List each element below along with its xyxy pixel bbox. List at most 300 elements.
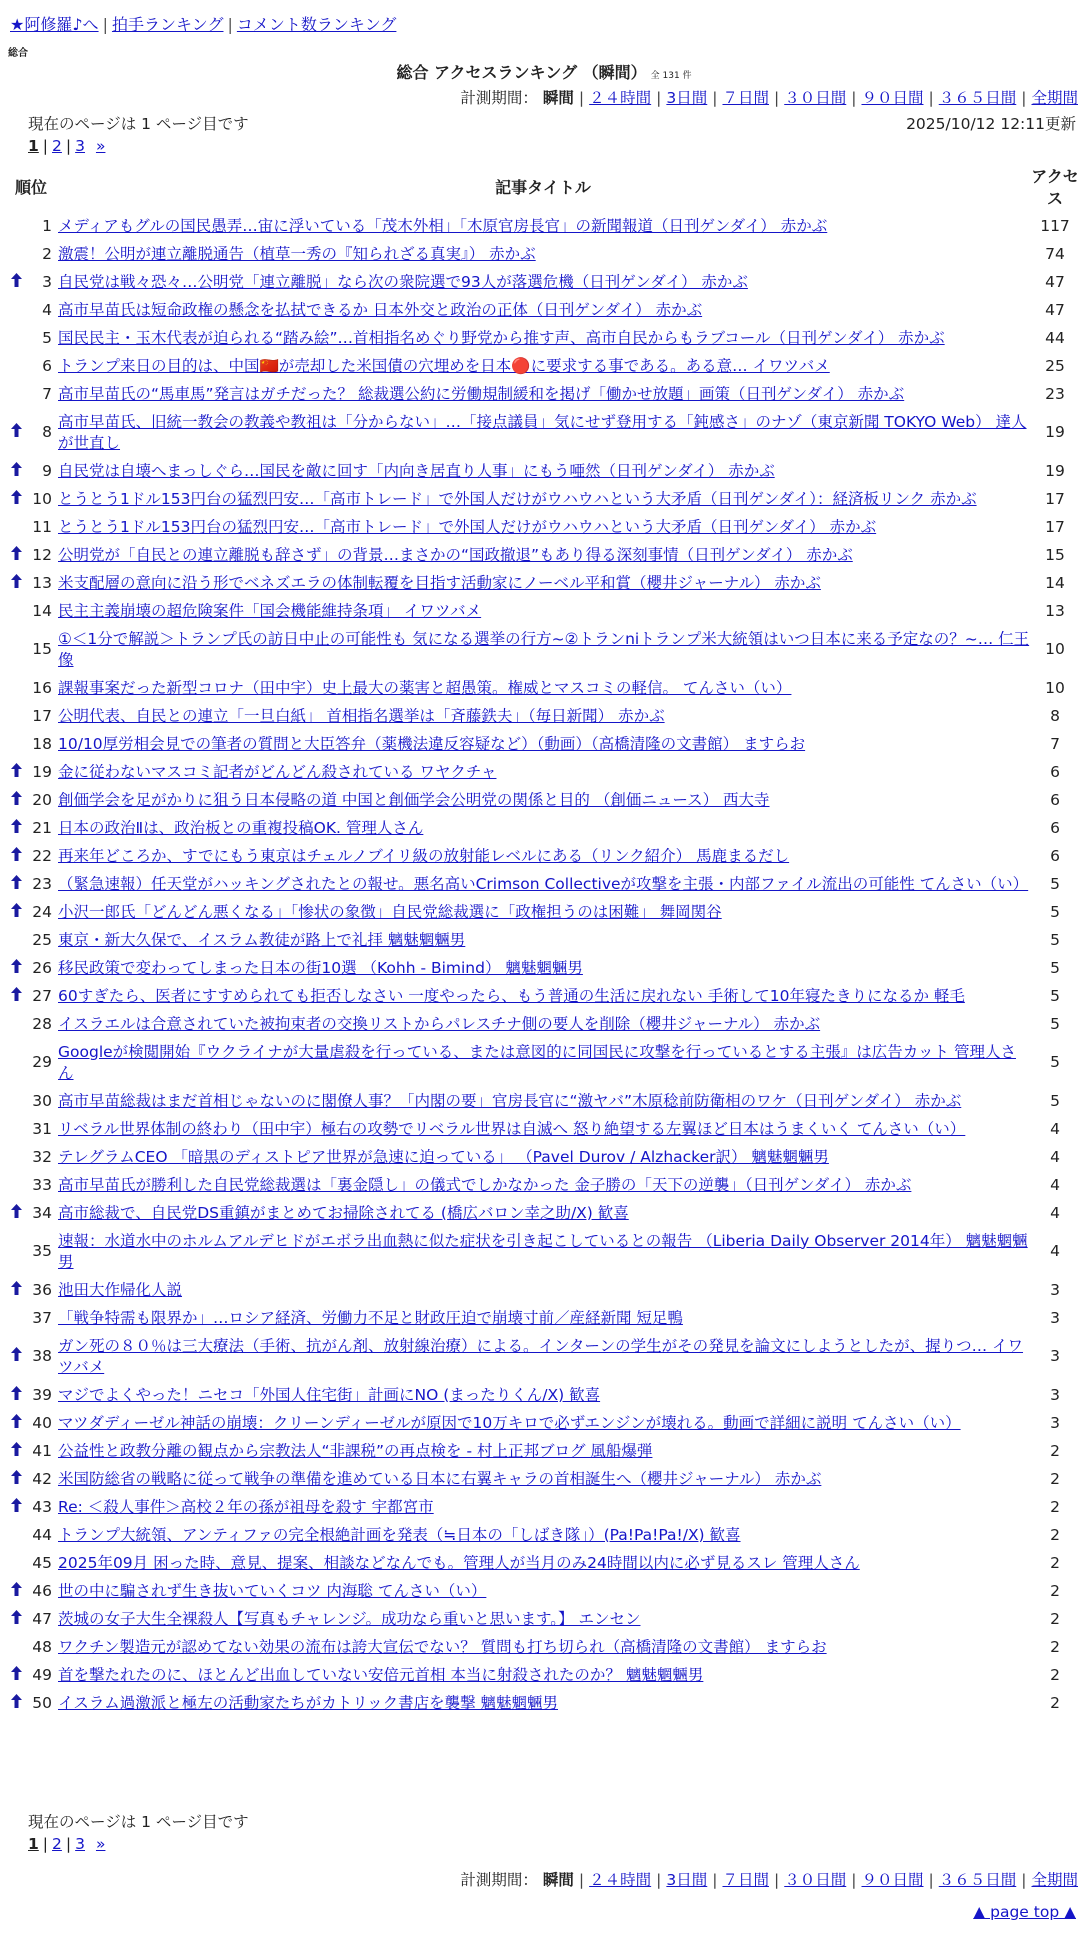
table-row: [6, 1276, 1080, 1304]
pager-current: 1: [28, 1835, 39, 1853]
rank-number: 46: [32, 1581, 52, 1600]
article-link[interactable]: リベラル世界体制の終わり（田中宇）極右の攻勢でリベラル世界は自滅へ 怒り絶望する左翼ほど日本はうまくいく てんさい（い）: [58, 1119, 966, 1138]
table-row: [6, 1577, 1080, 1605]
table-row: [6, 1171, 1080, 1199]
up-arrow-icon: [11, 1694, 22, 1712]
title-cell: [56, 1038, 1030, 1087]
title-cell: [56, 1087, 1030, 1115]
table-row: [6, 814, 1080, 842]
rank-number: 27: [32, 986, 52, 1005]
table-row: [6, 1115, 1080, 1143]
updated-time: 2025/10/12 12:11更新: [906, 115, 1076, 133]
article-link[interactable]: 速報：水道水中のホルムアルデヒドがエボラ出血熱に似た症状を引き起こしているとの報告 （Liberia Daily Observer 2014年） 魑魅魍魎男: [58, 1231, 1028, 1271]
rank-number: 32: [32, 1147, 52, 1166]
rank-number: 7: [42, 384, 52, 403]
rank-number: 9: [42, 461, 52, 480]
article-link[interactable]: Re: ＜殺人事件＞高校２年の孫が祖母を殺す 宇都宮市: [58, 1497, 434, 1516]
applause-ranking-link[interactable]: 拍手ランキング: [111, 15, 224, 34]
ranking-body: [6, 212, 1080, 1717]
table-row: [6, 625, 1080, 674]
article-link[interactable]: マツダディーゼル神話の崩壊：クリーンディーゼルが原因で10万キロで必ずエンジンが壊れる。動画で詳細に説明 てんさい（い）: [58, 1413, 961, 1432]
up-arrow-icon: [11, 1347, 22, 1365]
article-link[interactable]: 民主主義崩壊の超危険案件「国会機能維持条項」 イワツバメ: [58, 601, 482, 620]
table-row: [6, 352, 1080, 380]
page-title: [0, 60, 1088, 83]
table-row: [6, 485, 1080, 513]
access-count: 6: [1050, 846, 1060, 865]
pager-next[interactable]: »: [95, 1835, 106, 1853]
access-count: 5: [1050, 958, 1060, 977]
rank-number: 39: [32, 1385, 52, 1404]
period-option[interactable]: ９０日間: [861, 89, 924, 107]
up-arrow-icon: [11, 987, 22, 1005]
pager-page[interactable]: 3: [75, 1835, 86, 1853]
title-cell: [56, 1276, 1030, 1304]
trend-cell: [6, 982, 26, 1010]
rank-number: 22: [32, 846, 52, 865]
article-link[interactable]: Googleが検閲開始『ウクライナが大量虐殺を行っている、または意図的に同国民に攻撃を行っているとする主張』は広告カット 管理人さん: [58, 1042, 1016, 1082]
article-link[interactable]: ガン死の８０％は三大療法（手術、抗がん剤、放射線治療）による。インターンの学生がその発見を論文にしようとしたが、握りつ… イワツバメ: [58, 1336, 1024, 1376]
trend-cell: [6, 597, 26, 625]
table-row: [6, 1010, 1080, 1038]
access-count: 3: [1050, 1385, 1060, 1404]
article-link[interactable]: メディアもグルの国民愚弄…宙に浮いている「茂木外相」「木原官房長官」の新聞報道（日刊ゲンダイ） 赤かぶ: [58, 216, 828, 235]
access-count: 47: [1045, 300, 1065, 319]
trend-cell: [6, 1115, 26, 1143]
access-count: 6: [1050, 790, 1060, 809]
article-link[interactable]: ワクチン製造元が認めてない効果の流布は誇大宣伝でない？ 質問も打ち切られ（高橋清隆の文書館） ますらお: [58, 1637, 827, 1656]
article-link[interactable]: 金に従わないマスコミ記者がどんどん殺されている ワヤクチャ: [58, 762, 497, 781]
rank-number: 30: [32, 1091, 52, 1110]
pager-page[interactable]: 3: [75, 137, 86, 155]
table-row: [6, 1227, 1080, 1276]
pager-next[interactable]: »: [95, 137, 106, 155]
access-count: 10: [1045, 640, 1065, 658]
table-row: [6, 926, 1080, 954]
rank-number: 31: [32, 1119, 52, 1138]
period-option[interactable]: ３６５日間: [938, 1871, 1017, 1889]
table-row: [6, 296, 1080, 324]
article-link[interactable]: 「戦争特需も限界か」…ロシア経済、労働力不足と財政圧迫で崩壊寸前／産経新聞 短足鴨: [58, 1308, 683, 1327]
trend-cell: [6, 1227, 26, 1276]
trend-cell: [6, 408, 26, 457]
period-option[interactable]: ７日間: [722, 1871, 769, 1889]
table-row: [6, 1143, 1080, 1171]
col-rank: 順位: [14, 178, 47, 197]
table-row: [6, 1661, 1080, 1689]
title-cell: [56, 240, 1030, 268]
article-link[interactable]: 公明代表、自民との連立「一旦白紙」 首相指名選挙は「斉藤鉄夫」（毎日新聞） 赤かぶ: [58, 706, 665, 725]
rank-number: 42: [32, 1469, 52, 1488]
rank-number: 16: [32, 678, 52, 697]
pager-page[interactable]: 2: [52, 137, 62, 155]
up-arrow-icon: [11, 763, 22, 781]
rank-number: 10: [32, 489, 52, 508]
rank-number: 24: [32, 902, 52, 921]
rank-number: 50: [32, 1693, 52, 1712]
article-link[interactable]: 首を撃たれたのに、ほとんど出血していない安倍元首相 本当に射殺されたのか？ 魑魅魍魎男: [58, 1665, 704, 1684]
trend-cell: [6, 702, 26, 730]
access-count: 3: [1050, 1280, 1060, 1299]
trend-cell: [6, 1465, 26, 1493]
rank-number: 8: [42, 423, 52, 441]
rank-number: 45: [32, 1553, 52, 1572]
rank-number: 17: [32, 706, 52, 725]
article-link[interactable]: 高市早苗氏、旧統一教会の教義や教祖は「分からない」…「接点議員」気にせず登用する「鈍感さ」のナゾ（東京新聞 TOKYO Web） 達人が世直し: [58, 412, 1027, 452]
title-cell: [56, 1409, 1030, 1437]
access-count: 2: [1050, 1581, 1060, 1600]
table-row: [6, 982, 1080, 1010]
title-cell: [56, 842, 1030, 870]
title-cell: [56, 1332, 1030, 1381]
trend-cell: [6, 268, 26, 296]
trend-cell: [6, 1437, 26, 1465]
nav-separator: |: [102, 15, 108, 34]
title-cell: [56, 1465, 1030, 1493]
access-count: 23: [1045, 384, 1065, 403]
table-row: [6, 513, 1080, 541]
trend-cell: [6, 485, 26, 513]
table-row: [6, 674, 1080, 702]
comment-ranking-link[interactable]: コメント数ランキング: [236, 15, 397, 34]
article-link[interactable]: 米支配層の意向に沿う形でベネズエラの体制転覆を目指す活動家にノーベル平和賞（櫻井ジャーナル） 赤かぶ: [58, 573, 821, 592]
period-option[interactable]: ７日間: [722, 89, 769, 107]
rank-number: 38: [32, 1347, 52, 1365]
article-link[interactable]: 創価学会を足がかりに狙う日本侵略の道 中国と創価学会公明党の関係と目的 （創価ニュース） 西大寺: [58, 790, 770, 809]
access-count: 10: [1045, 678, 1065, 697]
article-link[interactable]: 公益性と政教分離の観点から宗教法人“非課税”の再点検を - 村上正邦ブログ 風船爆弾: [58, 1441, 653, 1460]
page-top-link[interactable]: ▲ page top ▲: [973, 1903, 1076, 1921]
article-link[interactable]: トランプ来日の目的は、中国🇨🇳が売却した米国債の穴埋めを日本🔴に要求する事である。ある意… イワツバメ: [58, 356, 830, 375]
up-arrow-icon: [11, 423, 22, 441]
period-current: 瞬間: [542, 89, 574, 107]
article-link[interactable]: 茨城の女子大生全裸殺人【写真もチャレンジ。成功なら重いと思います。】 エンセン: [58, 1609, 641, 1628]
up-arrow-icon: [11, 847, 22, 865]
article-link[interactable]: 日本の政治Ⅱは、政治板との重複投稿OK. 管理人さん: [58, 818, 424, 837]
up-arrow-icon: [11, 1281, 22, 1299]
period-option[interactable]: 3日間: [666, 89, 708, 107]
up-arrow-icon: [11, 1610, 22, 1628]
period-label: 計測期間：: [460, 1871, 538, 1889]
table-row: [6, 1332, 1080, 1381]
trend-cell: [6, 569, 26, 597]
title-cell: [56, 457, 1030, 485]
access-count: 47: [1045, 272, 1065, 291]
title-cell: [56, 408, 1030, 457]
rank-number: 19: [32, 762, 52, 781]
access-count: 2: [1050, 1497, 1060, 1516]
trend-cell: [6, 1605, 26, 1633]
table-row: [6, 380, 1080, 408]
article-link[interactable]: 高市早苗総裁はまだ首相じゃないのに閣僚人事？「内閣の要」官房長官に“激ヤバ”木原稔前防衛相のワケ（日刊ゲンダイ） 赤かぶ: [58, 1091, 962, 1110]
article-link[interactable]: 激震！公明が連立離脱通告（植草一秀の『知られざる真実』） 赤かぶ: [58, 244, 536, 263]
rank-number: 21: [32, 818, 52, 837]
article-link[interactable]: 公明党が「自民との連立離脱も辞さず」の背景…まさかの“国政撤退”もあり得る深刻事情（日刊ゲンダイ） 赤かぶ: [58, 545, 853, 564]
rank-number: 23: [32, 874, 52, 893]
article-link[interactable]: 課報事案だった新型コロナ（田中宇）史上最大の薬害と超愚策。権威とマスコミの軽信。 てんさい（い）: [58, 678, 792, 697]
up-arrow-icon: [11, 1498, 22, 1516]
title-cell: [56, 268, 1030, 296]
title-cell: [56, 730, 1030, 758]
period-option[interactable]: ９０日間: [861, 1871, 924, 1889]
up-arrow-icon: [11, 574, 22, 592]
trend-cell: [6, 380, 26, 408]
article-link[interactable]: （緊急速報）任天堂がハッキングされたとの報せ。悪名高いCrimson Collectiveが攻撃を主張・内部ファイル流出の可能性 てんさい（い）: [58, 874, 1029, 893]
rank-number: 11: [32, 517, 52, 536]
trend-cell: [6, 758, 26, 786]
period-option[interactable]: 全期間: [1031, 1871, 1078, 1889]
article-link[interactable]: 自民党は戦々恐々…公明党「連立離脱」なら次の衆院選で93人が落選危機（日刊ゲンダイ） 赤かぶ: [58, 272, 748, 291]
article-link[interactable]: 移民政策で変わってしまった日本の街10選 （Kohh - Bimind） 魑魅魍魎男: [58, 958, 583, 977]
article-link[interactable]: 高市早苗氏の“馬車馬”発言はガチだった？ 総裁選公約に労働規制緩和を掲げ「働かせ放題」画策（日刊ゲンダイ） 赤かぶ: [58, 384, 905, 403]
access-count: 5: [1050, 986, 1060, 1005]
trend-cell: [6, 870, 26, 898]
table-row: [6, 1199, 1080, 1227]
pager-page[interactable]: 2: [52, 1835, 62, 1853]
table-row: [6, 212, 1080, 240]
period-option[interactable]: ３０日間: [784, 1871, 847, 1889]
access-count: 14: [1045, 573, 1065, 592]
up-arrow-icon: [11, 1666, 22, 1684]
rank-number: 44: [32, 1525, 52, 1544]
access-count: 8: [1050, 706, 1060, 725]
rank-number: 35: [32, 1242, 52, 1260]
article-link[interactable]: とうとう1ドル153円台の猛烈円安…「高市トレード」で外国人だけがウハウハという大矛盾（日刊ゲンダイ）：経済板リンク 赤かぶ: [58, 489, 977, 508]
up-arrow-icon: [11, 959, 22, 977]
article-link[interactable]: イスラエルは合意されていた被拘束者の交換リストからパレスチナ側の要人を削除（櫻井ジャーナル） 赤かぶ: [58, 1014, 821, 1033]
title-cell: [56, 814, 1030, 842]
trend-cell: [6, 1689, 26, 1717]
article-link[interactable]: ①＜1分で解説＞トランプ氏の訪日中止の可能性も 気になる選挙の行方~②トランniトランプ米大統領はいつ日本に来る予定なの？~… 仁王像: [58, 629, 1030, 669]
access-count: 2: [1050, 1441, 1060, 1460]
access-count: 2: [1050, 1693, 1060, 1712]
table-row: [6, 898, 1080, 926]
title-cell: [56, 1010, 1030, 1038]
trend-cell: [6, 324, 26, 352]
access-count: 4: [1050, 1147, 1060, 1166]
up-arrow-icon: [11, 1414, 22, 1432]
nav-separator: |: [227, 15, 233, 34]
title-cell: [56, 513, 1030, 541]
trend-cell: [6, 786, 26, 814]
article-link[interactable]: 国民民主・玉木代表が迫られる“踏み絵”…首相指名めぐり野党から推す声、高市自民からもラブコール（日刊ゲンダイ） 赤かぶ: [58, 328, 945, 347]
trend-cell: [6, 296, 26, 324]
up-arrow-icon: [11, 1582, 22, 1600]
title-cell: [56, 625, 1030, 674]
title-cell: [56, 1437, 1030, 1465]
access-count: 2: [1050, 1469, 1060, 1488]
title-cell: [56, 1521, 1030, 1549]
table-row: [6, 1304, 1080, 1332]
trend-cell: [6, 212, 26, 240]
trend-cell: [6, 625, 26, 674]
up-arrow-icon: [11, 1442, 22, 1460]
article-link[interactable]: イスラム過激派と極左の活動家たちがカトリック書店を襲撃 魑魅魍魎男: [58, 1693, 558, 1712]
table-row: [6, 870, 1080, 898]
article-link[interactable]: 高市早苗氏は短命政権の懸念を払拭できるか 日本外交と政治の正体（日刊ゲンダイ） 赤かぶ: [58, 300, 703, 319]
category-label: 総合: [8, 48, 28, 59]
rank-number: 41: [32, 1441, 52, 1460]
title-cell: [56, 212, 1030, 240]
trend-cell: [6, 1549, 26, 1577]
rank-number: 29: [32, 1053, 52, 1071]
article-link[interactable]: 2025年09月 困った時、意見、提案、相談などなんでも。管理人が当月のみ24時間以内に必ず見るスレ 管理人さん: [58, 1553, 860, 1572]
period-selector-bottom: 計測期間： 瞬間 | ２４時間 | 3日間 | ７日間 | ３０日間 | ９０日間 | ３６５日間 | 全期間: [460, 1871, 1078, 1889]
title-cell: [56, 541, 1030, 569]
title-cell: [56, 1227, 1030, 1276]
up-arrow-icon: [11, 546, 22, 564]
table-row: [6, 1437, 1080, 1465]
period-option[interactable]: ２４時間: [589, 89, 652, 107]
home-link[interactable]: ★阿修羅♪へ: [10, 15, 99, 34]
table-row: [6, 408, 1080, 457]
table-row: [6, 1465, 1080, 1493]
trend-cell: [6, 1633, 26, 1661]
access-count: 6: [1050, 818, 1060, 837]
title-cell: [56, 1689, 1030, 1717]
page-info-bottom: 現在のページは 1 ページ目です: [28, 1813, 249, 1831]
article-link[interactable]: 東京・新大久保で、イスラム教徒が路上で礼拝 魑魅魍魎男: [58, 930, 466, 949]
title-cell: [56, 1143, 1030, 1171]
table-row: [6, 1038, 1080, 1087]
access-count: 2: [1050, 1553, 1060, 1572]
total-count: 全 131 件: [650, 71, 692, 81]
table-row: [6, 457, 1080, 485]
rank-number: 1: [42, 216, 52, 235]
trend-cell: [6, 842, 26, 870]
trend-cell: [6, 541, 26, 569]
access-count: 74: [1045, 244, 1065, 263]
article-link[interactable]: マジでよくやった！ニセコ「外国人住宅街」計画にNO (まったりくん/X) 歓喜: [58, 1385, 601, 1404]
rank-number: 3: [42, 272, 52, 291]
title-cell: [56, 1199, 1030, 1227]
title-cell: [56, 1549, 1030, 1577]
table-row: [6, 324, 1080, 352]
trend-cell: [6, 954, 26, 982]
access-count: 5: [1050, 902, 1060, 921]
period-option[interactable]: ２４時間: [589, 1871, 652, 1889]
access-count: 19: [1045, 423, 1065, 441]
title-cell: [56, 982, 1030, 1010]
trend-cell: [6, 457, 26, 485]
rank-number: 14: [32, 601, 52, 620]
rank-number: 48: [32, 1637, 52, 1656]
rank-number: 47: [32, 1609, 52, 1628]
article-link[interactable]: 池田大作帰化人説: [58, 1280, 183, 1299]
access-count: 5: [1050, 1091, 1060, 1110]
access-count: 3: [1050, 1308, 1060, 1327]
access-count: 5: [1050, 1053, 1060, 1071]
period-current: 瞬間: [542, 1871, 574, 1889]
article-link[interactable]: 小沢一郎氏「どんどん悪くなる」「惨状の象徴」自民党総裁選に「政権担うのは困難」 舞岡関谷: [58, 902, 722, 921]
article-link[interactable]: トランプ大統領、アンティファの完全根絶計画を発表（≒日本の「しばき隊」）(Pa!Pa!Pa!/X) 歓喜: [58, 1525, 741, 1544]
table-row: [6, 541, 1080, 569]
access-count: 17: [1045, 489, 1065, 508]
up-arrow-icon: [11, 875, 22, 893]
trend-cell: [6, 1143, 26, 1171]
trend-cell: [6, 1087, 26, 1115]
up-arrow-icon: [11, 903, 22, 921]
trend-cell: [6, 1171, 26, 1199]
pager-bottom: 1 | 2 | 3 »: [28, 1835, 106, 1853]
rank-number: 5: [42, 328, 52, 347]
rank-number: 33: [32, 1175, 52, 1194]
title-cell: [56, 954, 1030, 982]
article-link[interactable]: 自民党は自壊へまっしぐら…国民を敵に回す「内向き居直り人事」にもう唖然（日刊ゲンダイ） 赤かぶ: [58, 461, 775, 480]
trend-cell: [6, 1010, 26, 1038]
table-row: [6, 1549, 1080, 1577]
table-row: [6, 1689, 1080, 1717]
access-count: 4: [1050, 1242, 1060, 1260]
table-row: [6, 1493, 1080, 1521]
article-link[interactable]: テレグラムCEO 「暗黒のディストピア世界が急速に迫っている」 （Pavel Durov / Alzhacker訳） 魑魅魍魎男: [58, 1147, 829, 1166]
access-count: 2: [1050, 1637, 1060, 1656]
article-link[interactable]: とうとう1ドル153円台の猛烈円安…「高市トレード」で外国人だけがウハウハという大矛盾（日刊ゲンダイ） 赤かぶ: [58, 517, 877, 536]
rank-number: 18: [32, 734, 52, 753]
rank-number: 13: [32, 573, 52, 592]
page-info: 現在のページは 1 ページ目です: [28, 115, 249, 133]
up-arrow-icon: [11, 273, 22, 291]
access-count: 7: [1050, 734, 1060, 753]
period-option[interactable]: 3日間: [666, 1871, 708, 1889]
trend-cell: [6, 1038, 26, 1087]
access-count: 3: [1050, 1347, 1060, 1365]
table-row: [6, 1633, 1080, 1661]
access-count: 117: [1040, 216, 1070, 235]
title-cell: [56, 1115, 1030, 1143]
period-option[interactable]: ３６５日間: [938, 89, 1017, 107]
trend-cell: [6, 1276, 26, 1304]
title-cell: [56, 597, 1030, 625]
period-option[interactable]: 全期間: [1031, 89, 1078, 107]
period-selector-top: 計測期間： 瞬間 | ２４時間 | 3日間 | ７日間 | ３０日間 | ９０日間 | ３６５日間 | 全期間: [460, 89, 1078, 107]
period-option[interactable]: ３０日間: [784, 89, 847, 107]
trend-cell: [6, 730, 26, 758]
article-link[interactable]: 10/10厚労相会見での筆者の質問と大臣答弁（薬機法違反容疑など）（動画）（高橋清隆の文書館） ますらお: [58, 734, 806, 753]
trend-cell: [6, 1521, 26, 1549]
rank-number: 2: [42, 244, 52, 263]
table-row: [6, 597, 1080, 625]
article-link[interactable]: 高市総裁で、自民党DS重鎮がまとめてお掃除されてる (橋広バロン幸之助/X) 歓喜: [58, 1203, 629, 1222]
article-link[interactable]: 米国防総省の戦略に従って戦争の準備を進めている日本に右翼キャラの首相誕生へ（櫻井ジャーナル） 赤かぶ: [58, 1469, 822, 1488]
top-nav: [10, 12, 396, 35]
title-cell: [56, 1493, 1030, 1521]
rank-number: 40: [32, 1413, 52, 1432]
up-arrow-icon: [11, 1470, 22, 1488]
article-link[interactable]: 60すぎたら、医者にすすめられても拒否しなさい 一度やったら、もう普通の生活に戻れない 手術して10年寝たきりになるか 軽毛: [58, 986, 965, 1005]
article-link[interactable]: 世の中に騙されず生き抜いていくコツ 内海聡 てんさい（い）: [58, 1581, 487, 1600]
title-cell: [56, 702, 1030, 730]
trend-cell: [6, 674, 26, 702]
up-arrow-icon: [11, 1386, 22, 1404]
article-link[interactable]: 高市早苗氏が勝利した自民党総裁選は「裏金隠し」の儀式でしかなかった 金子勝の「天下の逆襲」（日刊ゲンダイ） 赤かぶ: [58, 1175, 912, 1194]
rank-number: 26: [32, 958, 52, 977]
table-row: [6, 758, 1080, 786]
article-link[interactable]: 再来年どころか、すでにもう東京はチェルノブイリ級の放射能レベルにある（リンク紹介） 馬鹿まるだし: [58, 846, 790, 865]
up-arrow-icon: [11, 490, 22, 508]
title-cell: [56, 898, 1030, 926]
up-arrow-icon: [11, 819, 22, 837]
table-row: [6, 1521, 1080, 1549]
title-cell: [56, 1661, 1030, 1689]
table-row: [6, 1087, 1080, 1115]
title-cell: [56, 1577, 1030, 1605]
trend-cell: [6, 1661, 26, 1689]
title-text: 総合 アクセスランキング （瞬間）: [396, 63, 647, 82]
trend-cell: [6, 240, 26, 268]
table-row: [6, 1605, 1080, 1633]
title-cell: [56, 786, 1030, 814]
